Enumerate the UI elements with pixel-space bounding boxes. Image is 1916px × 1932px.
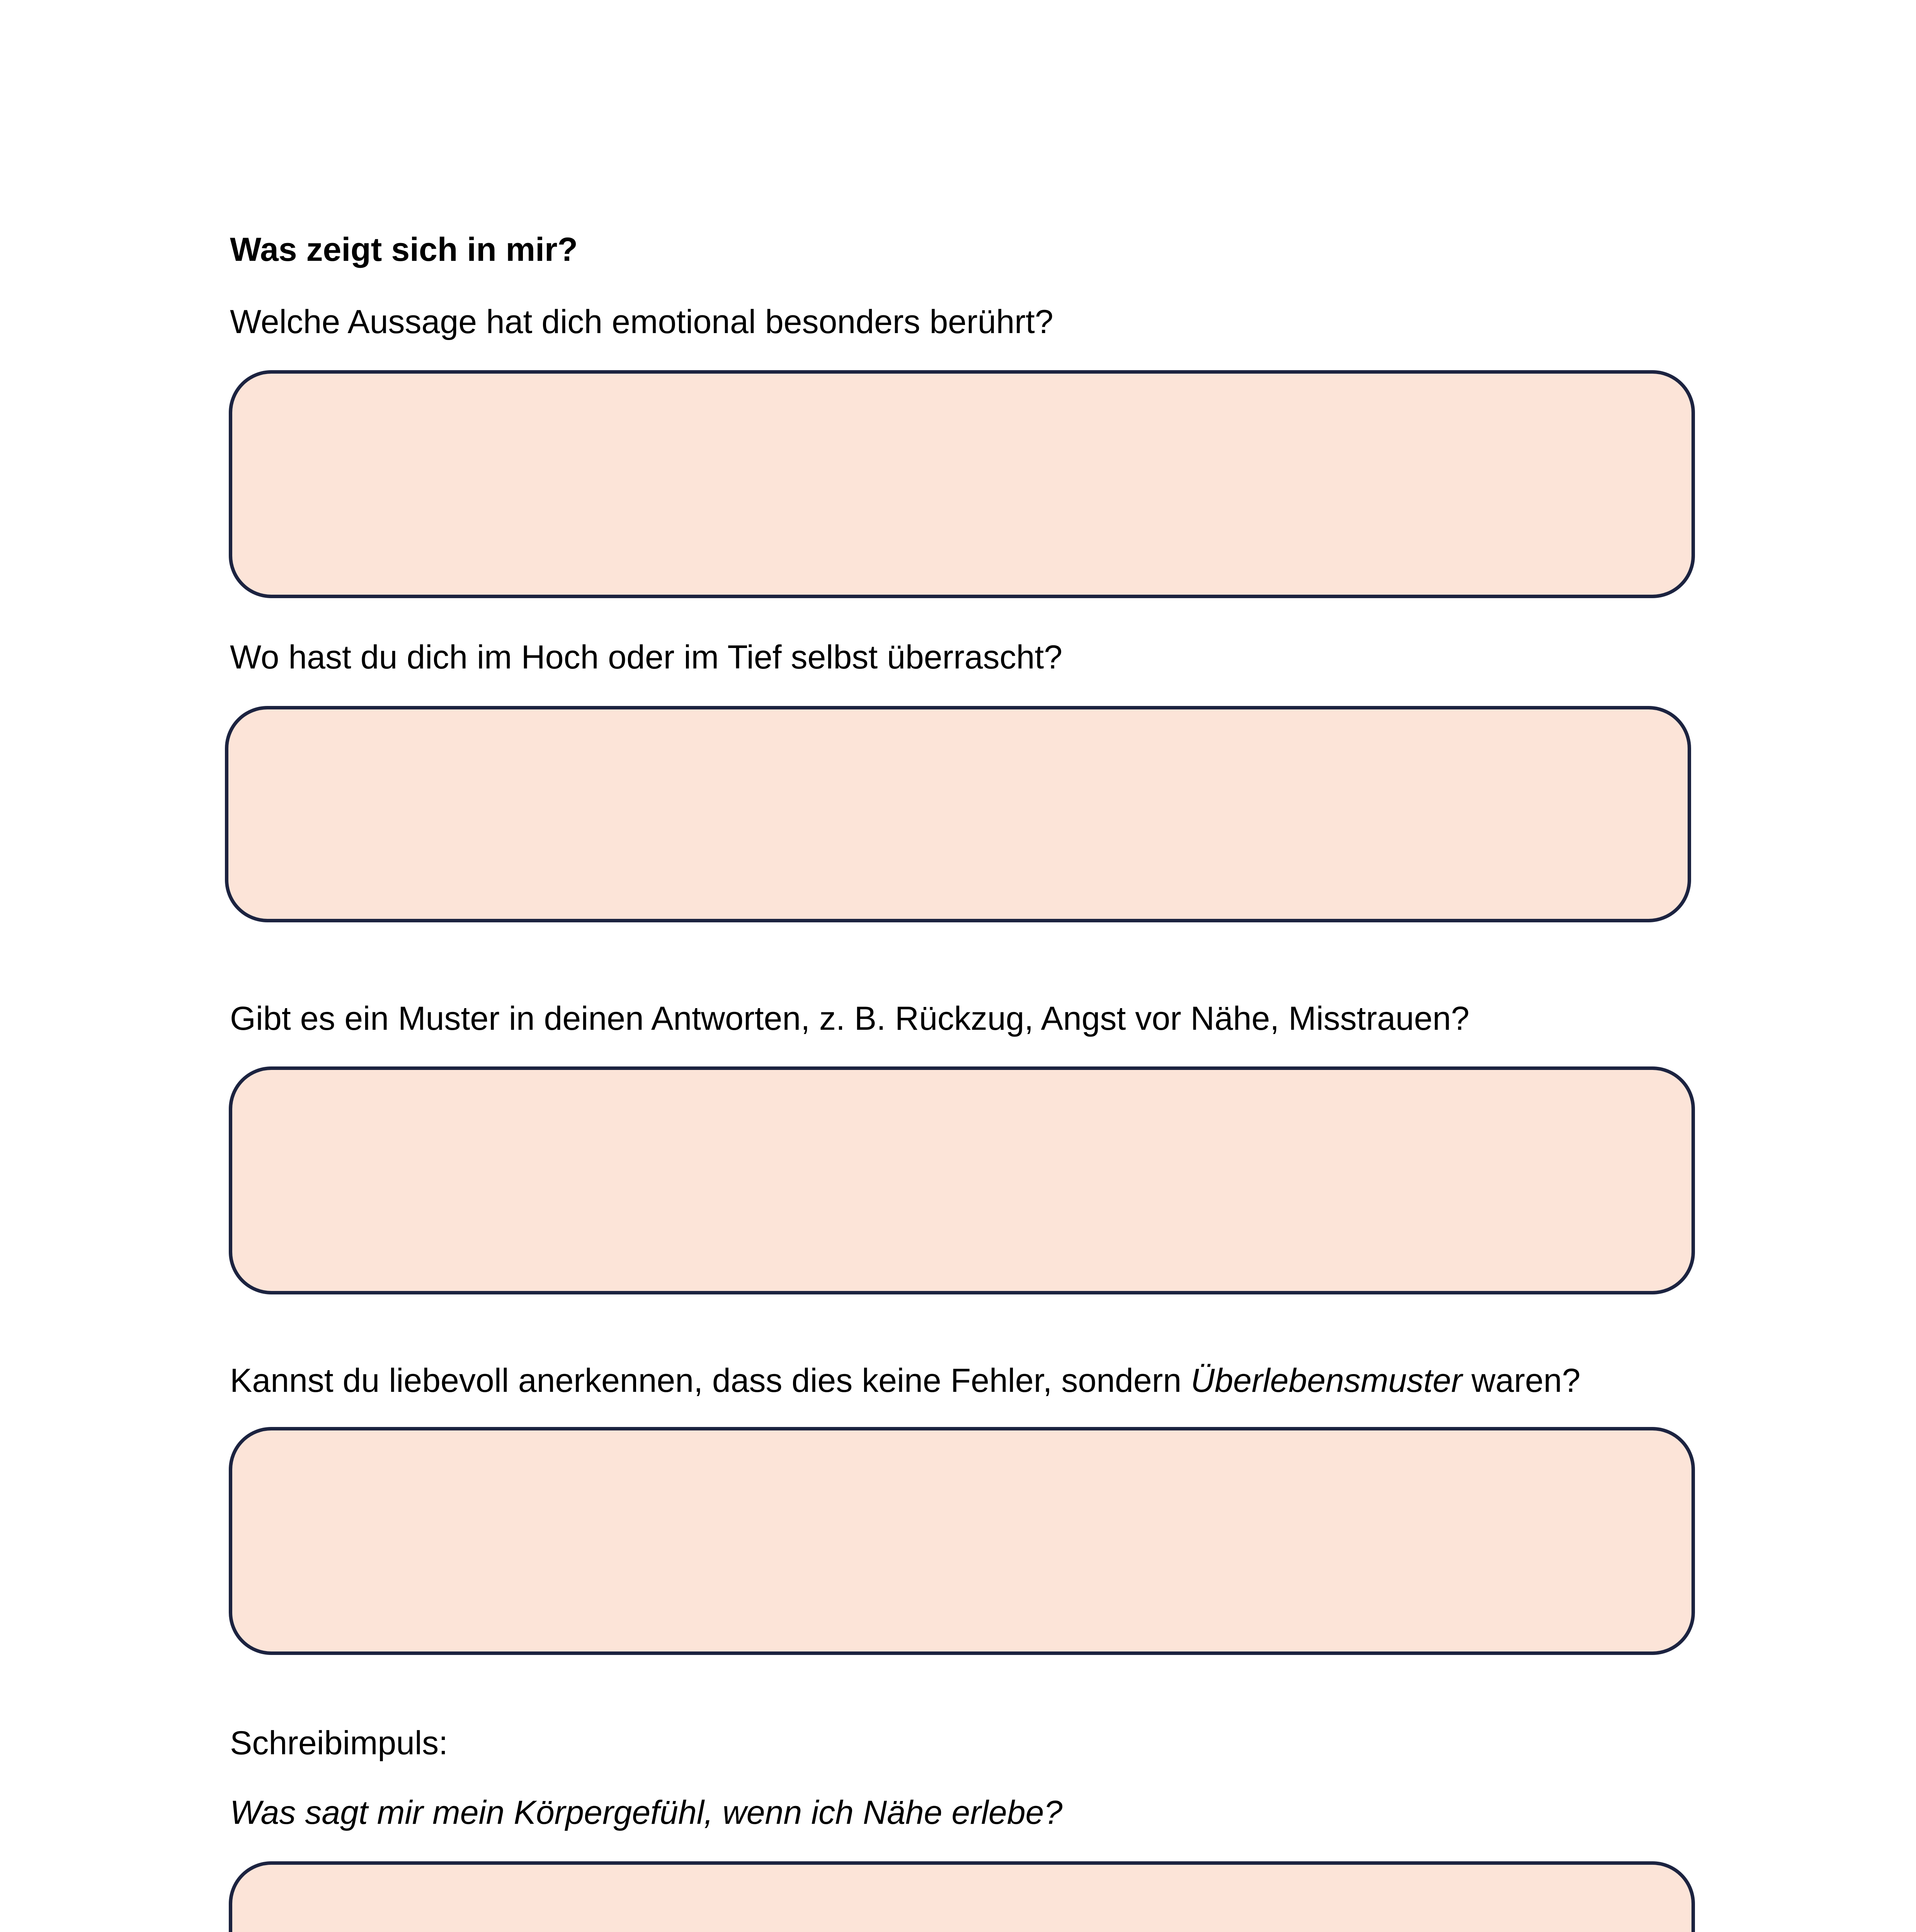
answer-box-4[interactable] (229, 1427, 1695, 1655)
question-4-emphasis: Überlebensmuster (1191, 1362, 1462, 1399)
answer-box-1[interactable] (229, 370, 1695, 598)
question-1-label: Welche Aussage hat dich emotional besonders berührt? (230, 303, 1053, 340)
writing-prompt-label: Schreibimpuls: (230, 1725, 448, 1762)
section-heading: Was zeigt sich in mir? (230, 231, 578, 268)
answer-box-3[interactable] (229, 1066, 1695, 1294)
question-4-text: Kannst du liebevoll anerkennen, dass dies keine Fehler, sondern (230, 1362, 1191, 1399)
answer-box-2[interactable] (225, 706, 1691, 922)
answer-box-5[interactable] (229, 1861, 1695, 1932)
question-4-text-end: waren? (1462, 1362, 1581, 1399)
question-3-label: Gibt es ein Muster in deinen Antworten, z. B. Rückzug, Angst vor Nähe, Misstrauen? (230, 1000, 1470, 1037)
writing-prompt-1: Was sagt mir mein Körpergefühl, wenn ich Nähe erlebe? (230, 1794, 1063, 1831)
question-2-label: Wo hast du dich im Hoch oder im Tief selbst überrascht? (230, 639, 1063, 676)
question-4-label (230, 1361, 1581, 1401)
